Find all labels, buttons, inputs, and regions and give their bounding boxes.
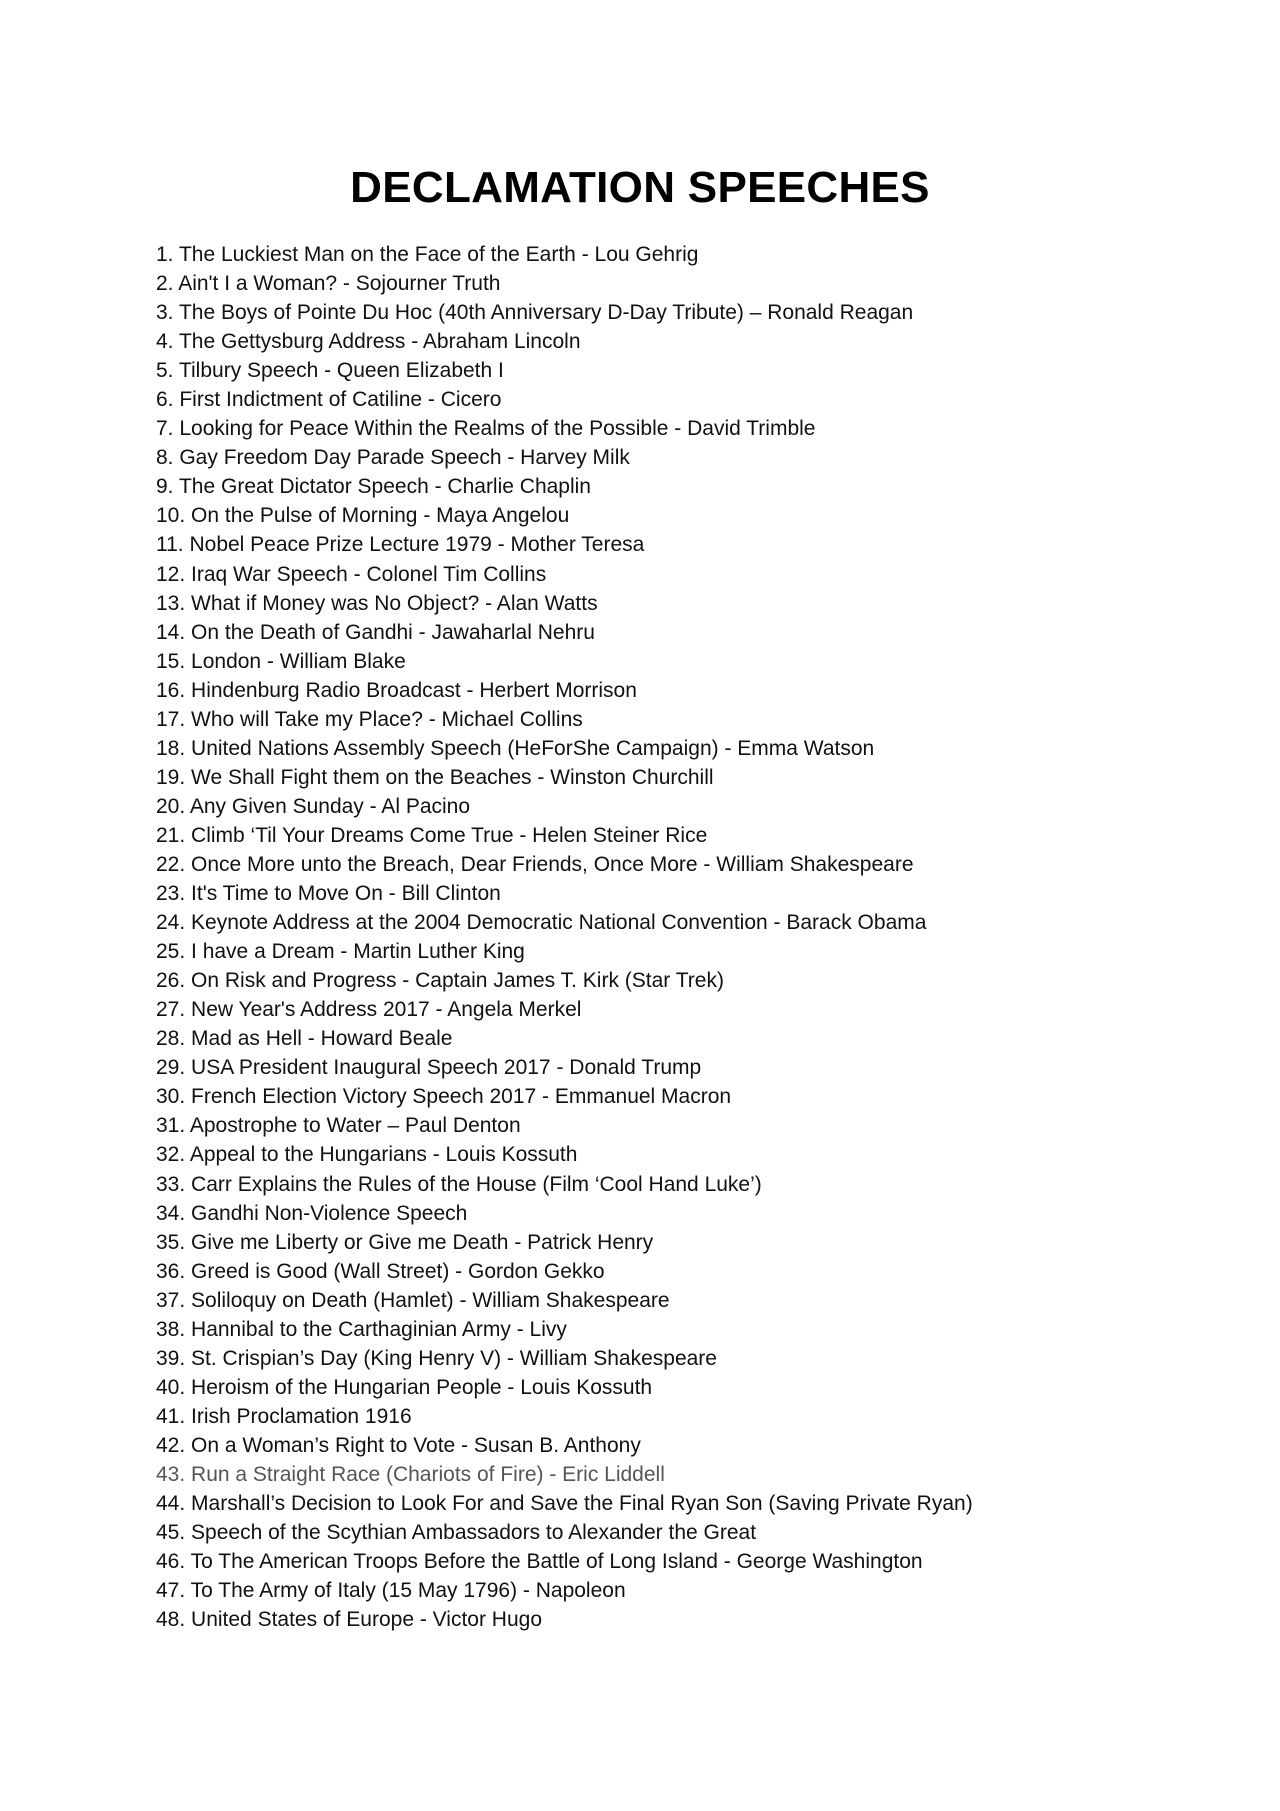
list-item: 26. On Risk and Progress - Captain James T. Kirk (Star Trek) bbox=[156, 969, 724, 993]
list-item: 19. We Shall Fight them on the Beaches - Winston Churchill bbox=[156, 765, 714, 789]
list-item: 3. The Boys of Pointe Du Hoc (40th Anniversary D-Day Tribute) – Ronald Reagan bbox=[156, 301, 914, 325]
list-item: 37. Soliloquy on Death (Hamlet) - William Shakespeare bbox=[156, 1288, 670, 1312]
list-item: 33. Carr Explains the Rules of the House (Film ‘Cool Hand Luke’) bbox=[156, 1172, 762, 1196]
list-item: 39. St. Crispian’s Day (King Henry V) - William Shakespeare bbox=[156, 1346, 717, 1370]
list-item: 25. I have a Dream - Martin Luther King bbox=[156, 940, 525, 964]
list-item: 13. What if Money was No Object? - Alan Watts bbox=[156, 591, 598, 615]
list-item: 30. French Election Victory Speech 2017 - Emmanuel Macron bbox=[156, 1085, 732, 1109]
list-item: 36. Greed is Good (Wall Street) - Gordon Gekko bbox=[156, 1259, 605, 1283]
speech-list bbox=[156, 240, 973, 1634]
list-item: 47. To The Army of Italy (15 May 1796) - Napoleon bbox=[156, 1579, 626, 1603]
list-item: 42. On a Woman’s Right to Vote - Susan B. Anthony bbox=[156, 1433, 641, 1457]
list-item: 16. Hindenburg Radio Broadcast - Herbert Morrison bbox=[156, 678, 637, 702]
list-item: 1. The Luckiest Man on the Face of the Earth - Lou Gehrig bbox=[156, 243, 699, 266]
list-item: 21. Climb ‘Til Your Dreams Come True - Helen Steiner Rice bbox=[156, 823, 708, 847]
list-item: 28. Mad as Hell - Howard Beale bbox=[156, 1027, 453, 1051]
list-item: 43. Run a Straight Race (Chariots of Fire) - Eric Liddell bbox=[156, 1462, 665, 1486]
list-item: 40. Heroism of the Hungarian People - Louis Kossuth bbox=[156, 1375, 653, 1399]
list-item: 5. Tilbury Speech - Queen Elizabeth I bbox=[156, 359, 504, 383]
list-item: 6. First Indictment of Catiline - Cicero bbox=[156, 388, 502, 412]
list-item: 10. On the Pulse of Morning - Maya Angelou bbox=[156, 504, 570, 528]
list-item: 11. Nobel Peace Prize Lecture 1979 - Mother Teresa bbox=[156, 533, 645, 557]
list-item: 18. United Nations Assembly Speech (HeForShe Campaign) - Emma Watson bbox=[156, 736, 875, 760]
page-title: DECLAMATION SPEECHES bbox=[350, 163, 930, 212]
list-item: 31. Apostrophe to Water – Paul Denton bbox=[156, 1114, 521, 1138]
list-item: 32. Appeal to the Hungarians - Louis Kossuth bbox=[156, 1143, 578, 1167]
list-item: 20. Any Given Sunday - Al Pacino bbox=[156, 794, 471, 818]
list-item: 12. Iraq War Speech - Colonel Tim Collins bbox=[156, 562, 547, 586]
list-item: 14. On the Death of Gandhi - Jawaharlal Nehru bbox=[156, 620, 595, 644]
list-item: 41. Irish Proclamation 1916 bbox=[156, 1404, 412, 1428]
list-item: 46. To The American Troops Before the Battle of Long Island - George Washington bbox=[156, 1550, 923, 1574]
list-item: 8. Gay Freedom Day Parade Speech - Harvey Milk bbox=[156, 446, 630, 470]
list-item: 15. London - William Blake bbox=[156, 649, 406, 673]
list-item: 17. Who will Take my Place? - Michael Collins bbox=[156, 707, 583, 731]
list-item: 9. The Great Dictator Speech - Charlie Chaplin bbox=[156, 475, 591, 499]
list-item: 24. Keynote Address at the 2004 Democratic National Convention - Barack Obama bbox=[156, 911, 927, 935]
list-item: 38. Hannibal to the Carthaginian Army - Livy bbox=[156, 1317, 567, 1341]
list-item: 34. Gandhi Non-Violence Speech bbox=[156, 1201, 468, 1225]
list-item: 48. United States of Europe - Victor Hugo bbox=[156, 1608, 542, 1632]
list-item: 7. Looking for Peace Within the Realms of the Possible - David Trimble bbox=[156, 417, 816, 441]
list-item: 23. It's Time to Move On - Bill Clinton bbox=[156, 882, 501, 906]
list-item: 22. Once More unto the Breach, Dear Friends, Once More - William Shakespeare bbox=[156, 852, 914, 876]
list-item: 4. The Gettysburg Address - Abraham Lincoln bbox=[156, 330, 581, 354]
list-item: 44. Marshall’s Decision to Look For and Save the Final Ryan Son (Saving Private Ryan) bbox=[156, 1492, 973, 1516]
list-item: 29. USA President Inaugural Speech 2017 - Donald Trump bbox=[156, 1056, 702, 1080]
list-item: 27. New Year's Address 2017 - Angela Merkel bbox=[156, 998, 582, 1022]
list-item: 45. Speech of the Scythian Ambassadors to Alexander the Great bbox=[156, 1521, 757, 1545]
list-item: 35. Give me Liberty or Give me Death - Patrick Henry bbox=[156, 1230, 654, 1254]
list-item: 2. Ain't I a Woman? - Sojourner Truth bbox=[156, 272, 501, 296]
